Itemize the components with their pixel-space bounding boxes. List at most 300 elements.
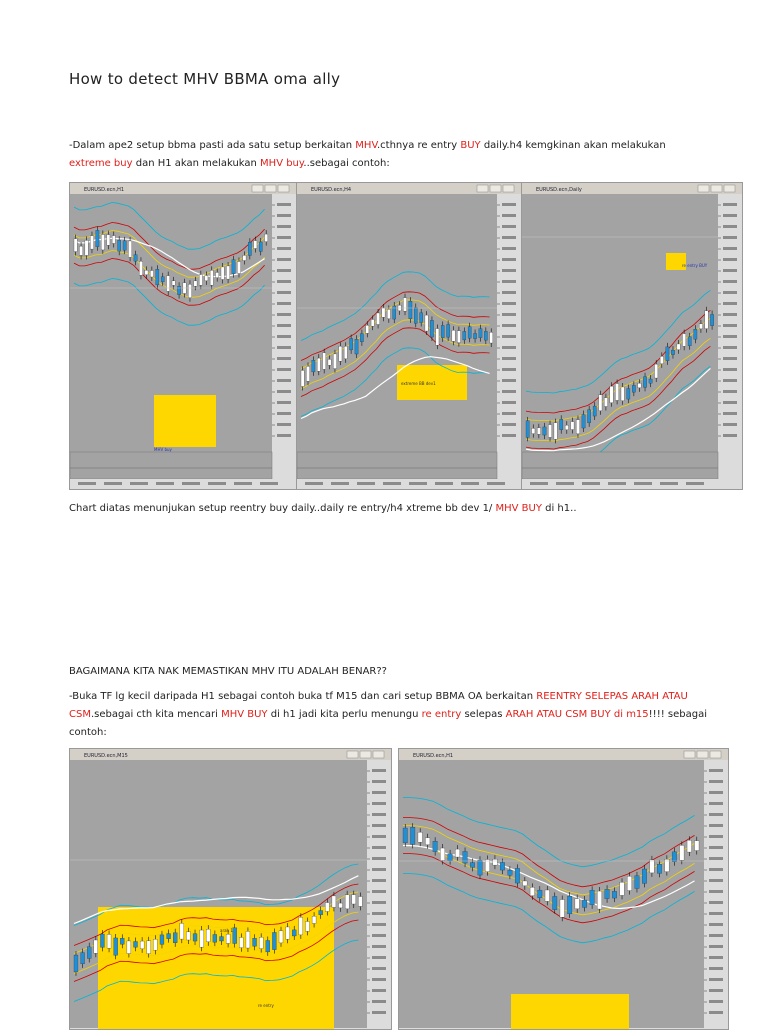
price-label	[277, 280, 291, 283]
price-label	[372, 901, 386, 904]
candle-body	[328, 359, 331, 365]
price-label	[277, 434, 291, 437]
price-label	[723, 434, 737, 437]
window-title: EURUSD.ecn,H1	[413, 753, 454, 759]
candle-body	[403, 298, 406, 311]
price-label	[372, 868, 386, 871]
candle-body	[582, 414, 585, 428]
para2-reentry-selepas: REENTRY SELEPAS ARAH ATAU CSM	[69, 691, 688, 720]
minimize-icon	[347, 751, 358, 758]
candle-body	[478, 860, 482, 875]
price-label	[277, 313, 291, 316]
time-label	[130, 482, 148, 485]
price-label	[723, 313, 737, 316]
para2-text-1: -Buka TF lg kecil daripada H1 sebagai contoh buka tf M15 dan cari setup BBMA OA berkaitan	[69, 691, 537, 702]
window-title: EURUSD.ecn,H4	[311, 187, 352, 193]
price-label	[709, 934, 723, 937]
price-label	[372, 945, 386, 948]
chart-daily-svg	[522, 183, 742, 489]
candle-body	[344, 346, 347, 359]
candle-body	[139, 261, 142, 275]
price-label	[372, 989, 386, 992]
candle-body	[194, 281, 197, 286]
candle-body	[409, 301, 412, 319]
price-label	[709, 835, 723, 838]
candle-body	[345, 895, 349, 909]
candle-body	[243, 255, 246, 260]
candle-body	[226, 266, 229, 279]
candle-body	[452, 330, 455, 341]
candle-body	[360, 334, 363, 342]
candle-body	[120, 938, 124, 944]
price-label	[709, 802, 723, 805]
candle-body	[548, 425, 551, 438]
time-label	[208, 482, 226, 485]
candle-body	[79, 246, 82, 255]
candle-body	[233, 928, 237, 944]
candle-body	[305, 921, 309, 931]
candle-body	[643, 377, 646, 388]
price-label	[277, 412, 291, 415]
candle-body	[420, 313, 423, 323]
price-label	[502, 269, 516, 272]
candle-body	[253, 938, 257, 946]
caption-text-3: di h1..	[541, 503, 577, 514]
maximize-icon	[697, 751, 708, 758]
price-label	[277, 423, 291, 426]
price-label	[723, 335, 737, 338]
price-label	[372, 923, 386, 926]
price-label	[723, 346, 737, 349]
time-label	[487, 482, 505, 485]
time-label	[357, 482, 375, 485]
candle-body	[237, 262, 240, 274]
chart-screenshot-h1	[69, 182, 297, 490]
price-label	[277, 258, 291, 261]
candle-body	[621, 387, 624, 401]
candle-body	[123, 241, 126, 250]
time-label	[182, 482, 200, 485]
candle-body	[575, 899, 579, 909]
candle-body	[463, 851, 467, 863]
price-label	[502, 280, 516, 283]
candle-body	[332, 896, 336, 907]
candle-body	[612, 891, 616, 898]
candle-body	[216, 272, 219, 277]
intro-buy: BUY	[460, 140, 481, 151]
candle-body	[301, 370, 304, 386]
time-label	[530, 482, 548, 485]
price-label	[723, 368, 737, 371]
price-label	[723, 236, 737, 239]
candle-body	[490, 332, 493, 343]
intro-paragraph	[69, 137, 709, 173]
price-label	[709, 1000, 723, 1003]
candle-body	[145, 270, 148, 274]
candle-body	[526, 421, 529, 438]
candle-body	[688, 337, 691, 346]
candle-body	[615, 384, 618, 401]
candle-body	[206, 929, 210, 942]
candle-body	[430, 320, 433, 337]
candle-body	[177, 286, 180, 294]
candle-body	[172, 281, 175, 286]
candle-body	[425, 315, 428, 331]
para2-arah-csm: ARAH ATAU CSM BUY di m15	[505, 709, 649, 720]
price-label	[502, 247, 516, 250]
candle-body	[642, 869, 646, 883]
price-label	[372, 1011, 386, 1014]
candle-body	[523, 881, 527, 886]
caption-mhv-buy: MHV BUY	[495, 503, 542, 514]
candle-body	[319, 911, 323, 915]
close-icon	[724, 185, 735, 192]
candle-body	[355, 339, 358, 354]
candle-body	[246, 931, 250, 948]
candle-body	[695, 841, 699, 851]
price-label	[709, 769, 723, 772]
candle-body	[468, 327, 471, 338]
price-label	[277, 236, 291, 239]
intro-text-7: dan H1 akan melakukan	[132, 158, 261, 169]
candle-body	[306, 366, 309, 381]
candle-body	[425, 838, 429, 845]
time-label	[156, 482, 174, 485]
price-label	[372, 1000, 386, 1003]
candle-body	[333, 354, 336, 369]
price-label	[502, 313, 516, 316]
candle-body	[473, 333, 476, 338]
time-label	[104, 482, 122, 485]
candle-body	[382, 308, 385, 317]
candle-body	[530, 887, 534, 895]
price-label	[709, 989, 723, 992]
price-label	[709, 912, 723, 915]
price-label	[502, 324, 516, 327]
price-label	[502, 302, 516, 305]
candle-body	[112, 236, 115, 244]
price-label	[723, 302, 737, 305]
chart-screenshot-daily	[521, 182, 743, 490]
candle-body	[87, 947, 91, 959]
intro-mhv-buy: MHV buy	[260, 158, 304, 169]
window-title: EURUSD.ecn,Daily	[536, 187, 582, 193]
price-label	[709, 868, 723, 871]
candle-body	[627, 389, 630, 400]
indicator-panel	[297, 452, 497, 479]
price-label	[372, 846, 386, 849]
para2-text-5: di h1 jadi kita perlu menungu	[267, 709, 422, 720]
price-label	[277, 357, 291, 360]
candle-body	[167, 276, 170, 292]
candle-body	[479, 329, 482, 338]
candle-body	[226, 934, 230, 943]
candle-body	[188, 284, 191, 298]
time-label	[634, 482, 652, 485]
para2-mhv-buy: MHV BUY	[221, 709, 268, 720]
candle-body	[500, 862, 504, 870]
candle-body	[457, 331, 460, 343]
candle-body	[705, 311, 708, 329]
price-label	[277, 390, 291, 393]
candle-body	[410, 827, 414, 844]
chart-m15-svg	[70, 749, 391, 1029]
intro-extreme-buy: extreme buy	[69, 158, 133, 169]
price-label	[372, 956, 386, 959]
candle-body	[632, 385, 635, 392]
price-label	[277, 225, 291, 228]
candle-body	[200, 930, 204, 947]
intro-text-9: ..sebagai contoh:	[303, 158, 390, 169]
maximize-icon	[490, 185, 501, 192]
candle-body	[96, 230, 99, 246]
candle-body	[660, 356, 663, 363]
chart-annotation: re entry BUY	[682, 263, 708, 268]
price-axis	[704, 760, 728, 1029]
price-label	[372, 835, 386, 838]
candle-body	[671, 350, 674, 354]
candle-body	[339, 903, 343, 908]
chart-screenshot-m15	[69, 748, 392, 1030]
candle-body	[650, 860, 654, 873]
intro-text-3: .cthnya re entry	[377, 140, 461, 151]
candle-body	[118, 240, 121, 251]
price-label	[709, 780, 723, 783]
price-label	[372, 912, 386, 915]
price-label	[372, 890, 386, 893]
candle-body	[213, 934, 217, 942]
price-label	[502, 236, 516, 239]
candle-body	[128, 241, 131, 257]
minimize-icon	[477, 185, 488, 192]
candle-body	[418, 832, 422, 842]
candle-body	[352, 895, 356, 904]
second-paragraph	[69, 688, 709, 742]
time-label	[435, 482, 453, 485]
chart-annotation: MHV buy	[154, 447, 172, 452]
candle-body	[210, 270, 213, 285]
price-label	[723, 214, 737, 217]
candle-body	[272, 932, 276, 949]
price-label	[709, 1011, 723, 1014]
candle-body	[543, 427, 546, 435]
candle-body	[638, 383, 641, 388]
price-label	[502, 434, 516, 437]
indicator-panel	[70, 452, 272, 479]
price-label	[277, 324, 291, 327]
chart-screenshot-h1-bottom	[398, 748, 729, 1030]
time-label	[331, 482, 349, 485]
time-label	[461, 482, 479, 485]
chart-area	[399, 760, 704, 1028]
candle-body	[687, 840, 691, 852]
candle-body	[493, 859, 497, 865]
price-label	[723, 247, 737, 250]
price-label	[372, 934, 386, 937]
candle-body	[560, 419, 563, 429]
price-label	[709, 791, 723, 794]
candle-body	[180, 923, 184, 939]
candle-body	[532, 428, 535, 433]
candle-body	[127, 941, 131, 954]
close-icon	[278, 185, 289, 192]
chart-annotation: extreme BB dev1	[401, 381, 436, 386]
chart-area	[297, 194, 497, 452]
candle-body	[167, 934, 171, 939]
time-label	[78, 482, 96, 485]
candle-body	[101, 234, 104, 249]
candle-body	[590, 890, 594, 905]
price-label	[372, 967, 386, 970]
price-label	[502, 379, 516, 382]
price-label	[502, 291, 516, 294]
candle-body	[286, 927, 290, 939]
price-label	[502, 423, 516, 426]
price-label	[709, 813, 723, 816]
time-label	[409, 482, 427, 485]
candle-body	[455, 849, 459, 857]
candle-body	[672, 852, 676, 862]
chart-h4-svg	[297, 183, 521, 489]
price-label	[502, 390, 516, 393]
price-label	[723, 401, 737, 404]
price-label	[709, 978, 723, 981]
candle-body	[463, 331, 466, 339]
price-label	[723, 390, 737, 393]
candle-body	[515, 868, 519, 883]
candle-body	[156, 269, 159, 285]
candle-body	[186, 932, 190, 940]
candle-body	[74, 955, 78, 972]
window-title: EURUSD.ecn,H1	[84, 187, 125, 193]
candle-body	[350, 338, 353, 349]
candle-body	[587, 410, 590, 423]
price-label	[709, 857, 723, 860]
candle-body	[371, 319, 374, 326]
candle-body	[81, 953, 85, 964]
price-label	[723, 379, 737, 382]
price-label	[277, 346, 291, 349]
candle-body	[259, 937, 263, 948]
candle-body	[153, 939, 157, 950]
price-label	[709, 890, 723, 893]
candle-body	[448, 854, 452, 861]
price-label	[723, 412, 737, 415]
price-label	[723, 291, 737, 294]
candle-body	[90, 236, 93, 249]
price-label	[502, 401, 516, 404]
para2-text-9: !!!! sebagai contoh:	[69, 709, 707, 738]
candle-body	[94, 940, 98, 953]
para2-re-entry: re entry	[421, 709, 462, 720]
time-label	[660, 482, 678, 485]
candle-body	[508, 870, 512, 875]
indicator-panel	[522, 452, 718, 479]
candle-body	[100, 934, 104, 947]
time-label	[383, 482, 401, 485]
time-label	[686, 482, 704, 485]
price-label	[723, 225, 737, 228]
price-axis	[367, 760, 391, 1029]
caption-paragraph	[69, 500, 709, 518]
chart-annotation: arah 1	[220, 928, 233, 933]
para2-text-7: selepas	[461, 709, 506, 720]
price-label	[502, 412, 516, 415]
candle-body	[254, 241, 257, 249]
candle-body	[576, 420, 579, 434]
candle-body	[221, 267, 224, 280]
close-icon	[503, 185, 514, 192]
price-label	[277, 214, 291, 217]
price-label	[277, 247, 291, 250]
price-label	[502, 357, 516, 360]
intro-text-1: -Dalam ape2 setup bbma pasti ada satu setup berkaitan	[69, 140, 356, 151]
candle-body	[649, 379, 652, 383]
time-label	[582, 482, 600, 485]
time-label	[305, 482, 323, 485]
price-label	[502, 225, 516, 228]
candle-body	[292, 930, 296, 936]
candle-body	[470, 863, 474, 868]
candle-body	[107, 235, 110, 246]
time-label	[556, 482, 574, 485]
candle-body	[279, 931, 283, 943]
candle-body	[325, 903, 329, 912]
price-label	[502, 214, 516, 217]
candle-body	[582, 900, 586, 907]
candle-body	[553, 896, 557, 909]
candle-body	[387, 309, 390, 318]
candle-body	[339, 346, 342, 361]
candle-body	[239, 937, 243, 947]
candle-body	[160, 935, 164, 944]
page-title: How to detect MHV BBMA oma ally	[69, 70, 341, 88]
candle-body	[220, 937, 224, 941]
candle-body	[620, 882, 624, 895]
candle-body	[682, 334, 685, 347]
candle-body	[74, 239, 77, 252]
chart-h1-svg	[70, 183, 296, 489]
candle-body	[554, 423, 557, 440]
candle-body	[441, 325, 444, 337]
candle-body	[657, 864, 661, 873]
price-label	[372, 791, 386, 794]
price-label	[372, 978, 386, 981]
candle-body	[193, 934, 197, 941]
candle-body	[265, 234, 268, 242]
close-icon	[710, 751, 721, 758]
candle-body	[134, 942, 138, 948]
candle-body	[677, 344, 680, 350]
price-label	[502, 346, 516, 349]
price-label	[372, 780, 386, 783]
candle-body	[538, 890, 542, 898]
candle-body	[140, 941, 144, 949]
price-label	[372, 813, 386, 816]
price-label	[277, 335, 291, 338]
price-label	[709, 879, 723, 882]
time-label	[608, 482, 626, 485]
intro-mhv: MHV	[355, 140, 377, 151]
candle-body	[366, 325, 369, 333]
candle-body	[560, 900, 564, 918]
minimize-icon	[698, 185, 709, 192]
candle-body	[597, 891, 601, 909]
candle-body	[635, 876, 639, 889]
price-label	[502, 368, 516, 371]
candle-body	[447, 325, 450, 338]
price-label	[372, 802, 386, 805]
